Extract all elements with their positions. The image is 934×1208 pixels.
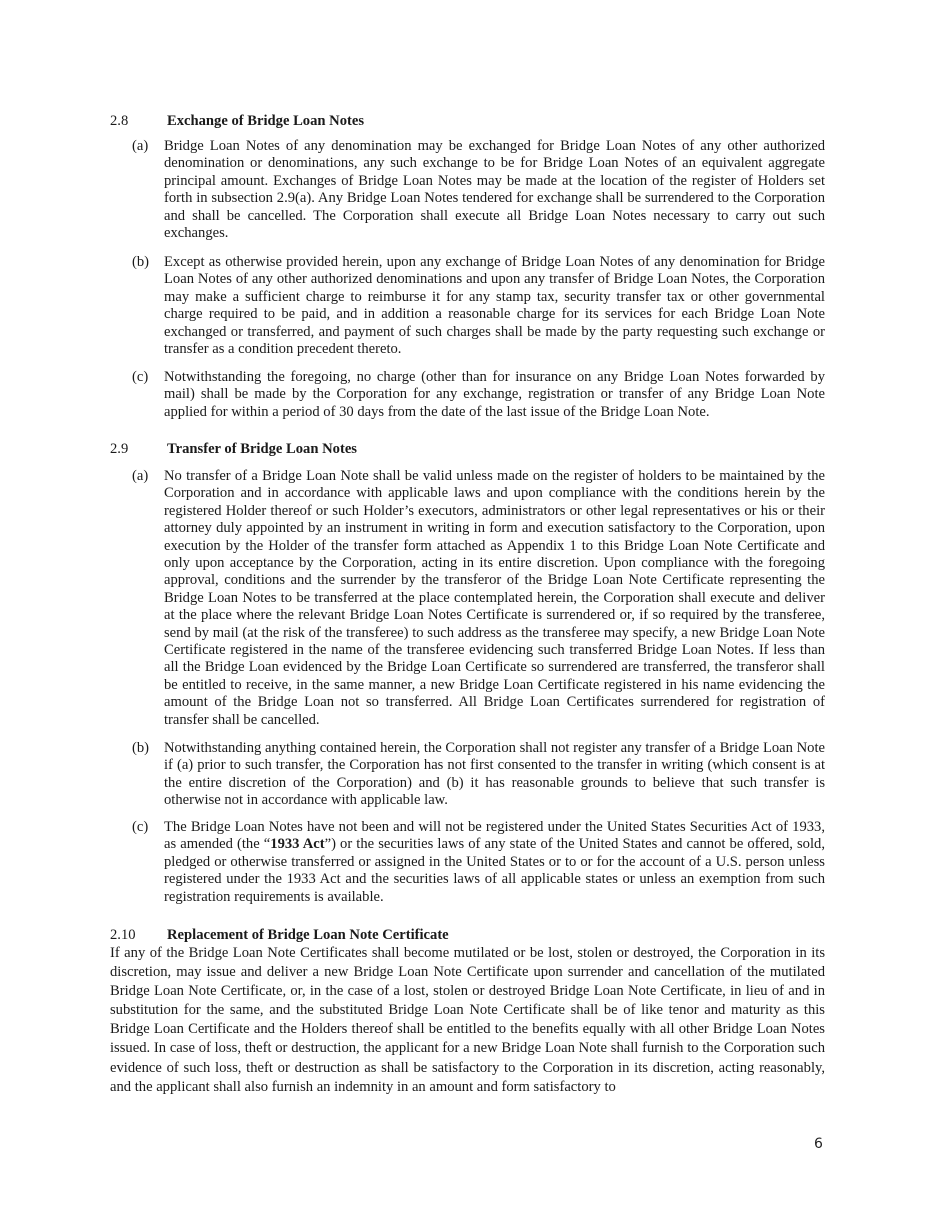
clause-label: (a) xyxy=(132,138,149,154)
page-number: 6 xyxy=(814,1136,823,1152)
clause-text: Notwithstanding the foregoing, no charge (other than for insurance on any Bridge Loan Notes forwarded by mail) shall be made by the Corporation for any exchange, registration or transfer of any Bridge Loan Note applied for within a period of 30 days from the date of the last issue of the Bridge Loan Note. xyxy=(164,369,825,420)
clause-text xyxy=(164,819,825,906)
section-paragraph-2-10: If any of the Bridge Loan Note Certificates shall become mutilated or be lost, stolen or destroyed, the Corporation in its discretion, may issue and deliver a new Bridge Loan Note Certificate upon surrender and cancellation of the mutilated Bridge Loan Note Certificate, or, in the case of a lost, stolen or destroyed Bridge Loan Note Certificate, in lieu of and in substitution for the same, and the substituted Bridge Loan Note Certificate shall be of like tenor and maturity as this Bridge Loan Certificate and the Holders thereof shall be entitled to the benefits equally with all other Bridge Loan Notes issued. In case of loss, theft or destruction, the applicant for a new Bridge Loan Note shall furnish to the Corporation such evidence of such loss, theft or destruction as shall be satisfactory to the Corporation in its discretion, acting reasonably, and the applicant shall also furnish an indemnity in an amount and form satisfactory to xyxy=(110,945,825,1095)
clause-label: (c) xyxy=(132,819,149,835)
clause-label: (a) xyxy=(132,468,149,484)
defined-term: 1933 Act xyxy=(270,836,325,853)
clause-text-part: The Bridge Loan Notes have not been and will not be registered under the United States Securities Act of 1933, as amended (the “ xyxy=(164,819,825,853)
section-heading-2-8 xyxy=(110,112,826,130)
section-title: Transfer of Bridge Loan Notes xyxy=(167,441,357,457)
section-number: 2.9 xyxy=(110,441,129,457)
section-title: Exchange of Bridge Loan Notes xyxy=(167,113,365,129)
section-title: Replacement of Bridge Loan Note Certificate xyxy=(167,927,449,943)
clause-label: (b) xyxy=(132,740,150,756)
clause-text: Bridge Loan Notes of any denomination may be exchanged for Bridge Loan Notes of any other authorized denomination or denominations, any such exchange to be for Bridge Loan Notes of an equivalent aggregate principal amount. Exchanges of Bridge Loan Notes may be made at the location of the register of Holders set forth in subsection 2.9(a). Any Bridge Loan Notes tendered for exchange shall be surrendered to the Corporation and shall be cancelled. The Corporation shall execute all Bridge Loan Notes necessary to carry out such exchanges. xyxy=(164,138,825,242)
section-heading-2-9 xyxy=(110,440,826,458)
clause-text-part: ”) or the securities laws of any state of the United States and cannot be offered, sold, pledged or otherwise transferred or assigned in the United States or to or for the account of a U.S. person unless registered under the 1933 Act and the securities laws of all applicable states or unless an exemption from such registration requirements is available. xyxy=(164,836,825,905)
clause-label: (c) xyxy=(132,369,149,385)
clause-text: Notwithstanding anything contained herein, the Corporation shall not register any transfer of a Bridge Loan Note if (a) prior to such transfer, the Corporation has not first consented to the transfer in writing (which consent is at the entire discretion of the Corporation) and (b) it has reasonable grounds to believe that such transfer is otherwise not in accordance with applicable law. xyxy=(164,740,825,809)
clause-label: (b) xyxy=(132,254,150,270)
clause-text: No transfer of a Bridge Loan Note shall be valid unless made on the register of holders to be maintained by the Corporation and in accordance with applicable laws and upon compliance with the conditions herein by the registered Holder thereof or such Holder’s executors, administrators or other legal representatives or his or their attorney duly appointed by an instrument in writing in form and execution satisfactory to the Corporation, upon execution by the Holder of the transfer form attached as Appendix 1 to this Bridge Loan Note Certificate and only upon acceptance by the Corporation, acting in its entire discretion. Upon compliance with the foregoing approval, conditions and the surrender by the transferor of the Bridge Loan Note Certificate representing the Bridge Loan Notes to be transferred at the place contemplated herein, the Corporation shall execute and deliver at the place where the relevant Bridge Loan Notes Certificate is surrendered or, if so required by the transferee, send by mail (at the risk of the transferee) to such address as the transferee may specify, a new Bridge Loan Note Certificate registered in the name of the transferee evidencing such transferred Bridge Loan Notes. If less than all the Bridge Loan evidenced by the Bridge Loan Certificate so surrendered are transferred, the transferor shall be entitled to receive, in the same manner, a new Bridge Loan Certificate registered in his name evidencing the amount of the Bridge Loan not so transferred. All Bridge Loan Certificates surrendered for registration of transfer shall be cancelled. xyxy=(164,468,825,728)
clause-text: Except as otherwise provided herein, upon any exchange of Bridge Loan Notes of any denomination for Bridge Loan Notes of any other authorized denominations and upon any transfer of Bridge Loan Notes, the Corporation may make a sufficient charge to reimburse it for any stamp tax, security transfer tax or other governmental charge required to be paid, and in addition a reasonable charge for its services for each Bridge Loan Note exchanged or transferred, and payment of such charges shall be made by the party requesting such exchange or transfer as a condition precedent thereto. xyxy=(164,254,825,358)
section-number: 2.10 xyxy=(110,927,136,943)
section-heading-2-10 xyxy=(110,926,826,944)
section-number: 2.8 xyxy=(110,113,129,129)
